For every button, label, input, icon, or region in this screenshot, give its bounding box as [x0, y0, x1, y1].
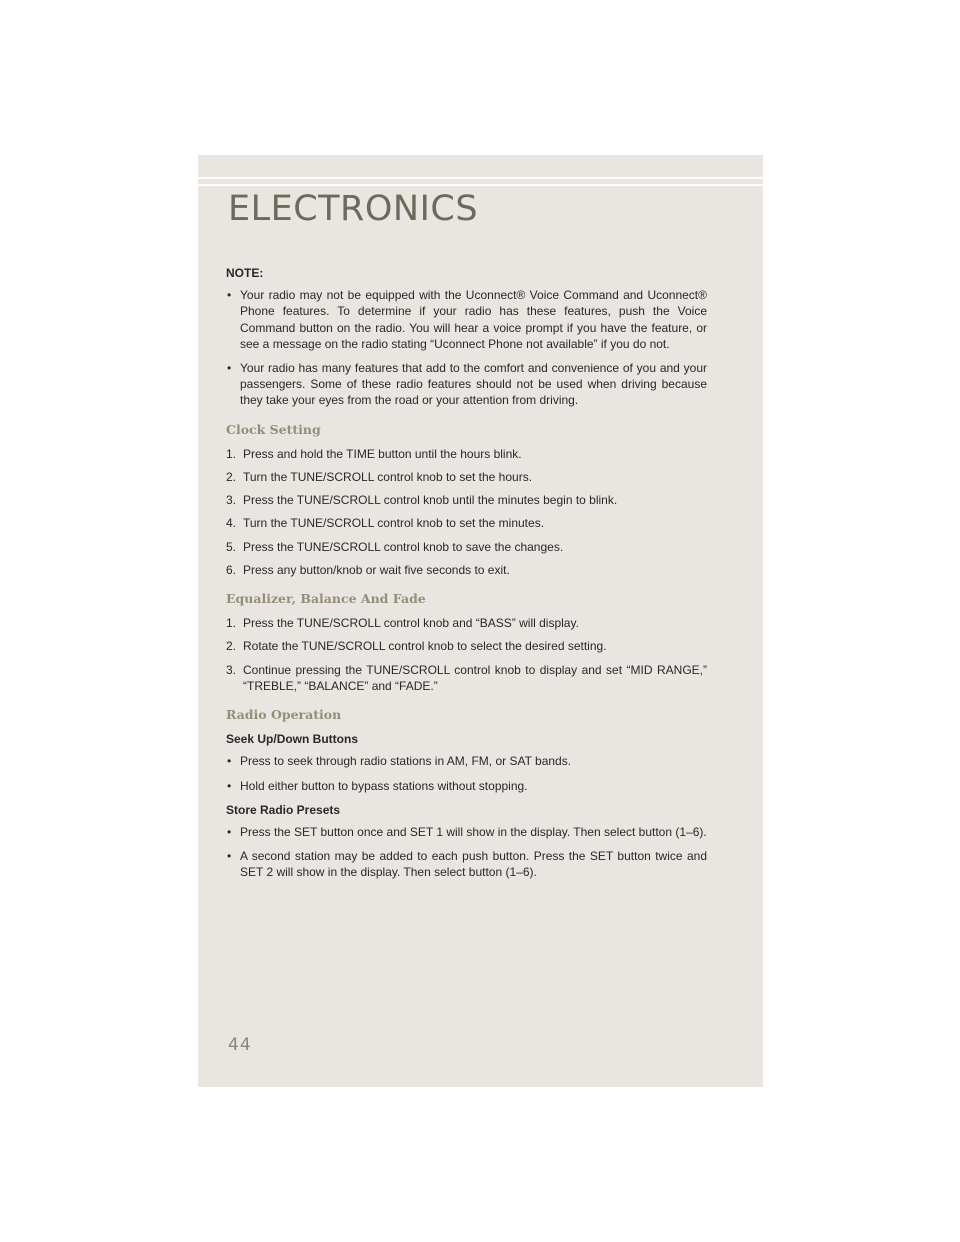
step-text: Continue pressing the TUNE/SCROLL control knob to display and set “MID RANGE,” “TREBLE,” “BALANCE” and “FADE.” — [243, 662, 707, 693]
step-number: 3. — [226, 493, 237, 508]
seek-text: Press to seek through radio stations in AM, FM, or SAT bands. — [240, 754, 572, 769]
equalizer-heading: Equalizer, Balance And Fade — [226, 591, 426, 607]
note-list — [226, 287, 707, 408]
step-text: Turn the TUNE/SCROLL control knob to set the minutes. — [243, 516, 545, 531]
note-text: Your radio may not be equipped with the Uconnect® Voice Command and Uconnect® Phone features. To determine if your radio has these features, push the Voice Command button on the radio. You will hear a voice prompt if you have the feature, or see a message on the radio stating “Uconnect Phone not available” if you do not. — [240, 288, 707, 351]
bullet-icon: • — [227, 778, 232, 793]
list-item — [226, 492, 707, 508]
list-item — [226, 515, 707, 531]
list-item — [226, 562, 707, 578]
bullet-icon: • — [227, 288, 232, 303]
list-item — [226, 662, 707, 694]
step-number: 1. — [226, 616, 237, 631]
preset-text: A second station may be added to each push button. Press the SET button twice and SET 2 will show in the display. Then select button (1–6). — [240, 849, 707, 880]
list-item — [226, 446, 707, 462]
section-title: ELECTRONICS — [228, 189, 479, 229]
presets-list — [226, 824, 707, 881]
list-item — [226, 638, 707, 654]
list-item — [226, 615, 707, 631]
step-number: 3. — [226, 662, 237, 677]
clock-setting-heading: Clock Setting — [226, 421, 321, 437]
seek-buttons-heading: Seek Up/Down Buttons — [226, 732, 359, 747]
step-text: Press the TUNE/SCROLL control knob to save the changes. — [243, 539, 564, 554]
step-number: 4. — [226, 516, 237, 531]
list-item — [226, 287, 707, 352]
note-label: NOTE: — [226, 266, 264, 280]
bullet-icon: • — [227, 754, 232, 769]
radio-operation-heading: Radio Operation — [226, 707, 342, 723]
clock-steps — [226, 446, 707, 578]
step-text: Rotate the TUNE/SCROLL control knob to select the desired setting. — [243, 639, 607, 654]
step-text: Press and hold the TIME button until the hours blink. — [243, 446, 522, 461]
step-number: 2. — [226, 470, 237, 485]
seek-text: Hold either button to bypass stations without stopping. — [240, 778, 528, 793]
bullet-icon: • — [227, 825, 232, 840]
list-item — [226, 360, 707, 409]
list-item — [226, 778, 707, 794]
list-item — [226, 753, 707, 769]
step-text: Press any button/knob or wait five seconds to exit. — [243, 562, 510, 577]
list-item — [226, 469, 707, 485]
header-rule-bottom — [198, 184, 763, 186]
step-number: 1. — [226, 446, 237, 461]
step-number: 2. — [226, 639, 237, 654]
equalizer-steps — [226, 615, 707, 694]
step-number: 5. — [226, 539, 237, 554]
page-content — [226, 265, 707, 889]
step-text: Press the TUNE/SCROLL control knob and “BASS” will display. — [243, 616, 579, 631]
bullet-icon: • — [227, 849, 232, 864]
step-text: Turn the TUNE/SCROLL control knob to set the hours. — [243, 470, 533, 485]
seek-list — [226, 753, 707, 793]
note-text: Your radio has many features that add to the comfort and convenience of you and your passengers. Some of these radio features should not be used when driving because they take your eyes from the road or your attention from driving. — [240, 361, 707, 408]
list-item — [226, 539, 707, 555]
step-text: Press the TUNE/SCROLL control knob until the minutes begin to blink. — [243, 493, 618, 508]
bullet-icon: • — [227, 361, 232, 376]
header-rule-top — [198, 177, 763, 179]
page-number: 44 — [228, 1035, 252, 1055]
manual-page — [198, 155, 763, 1087]
step-number: 6. — [226, 562, 237, 577]
list-item — [226, 824, 707, 840]
preset-text: Press the SET button once and SET 1 will show in the display. Then select button (1–6). — [240, 825, 707, 840]
store-presets-heading: Store Radio Presets — [226, 802, 341, 817]
list-item — [226, 848, 707, 880]
